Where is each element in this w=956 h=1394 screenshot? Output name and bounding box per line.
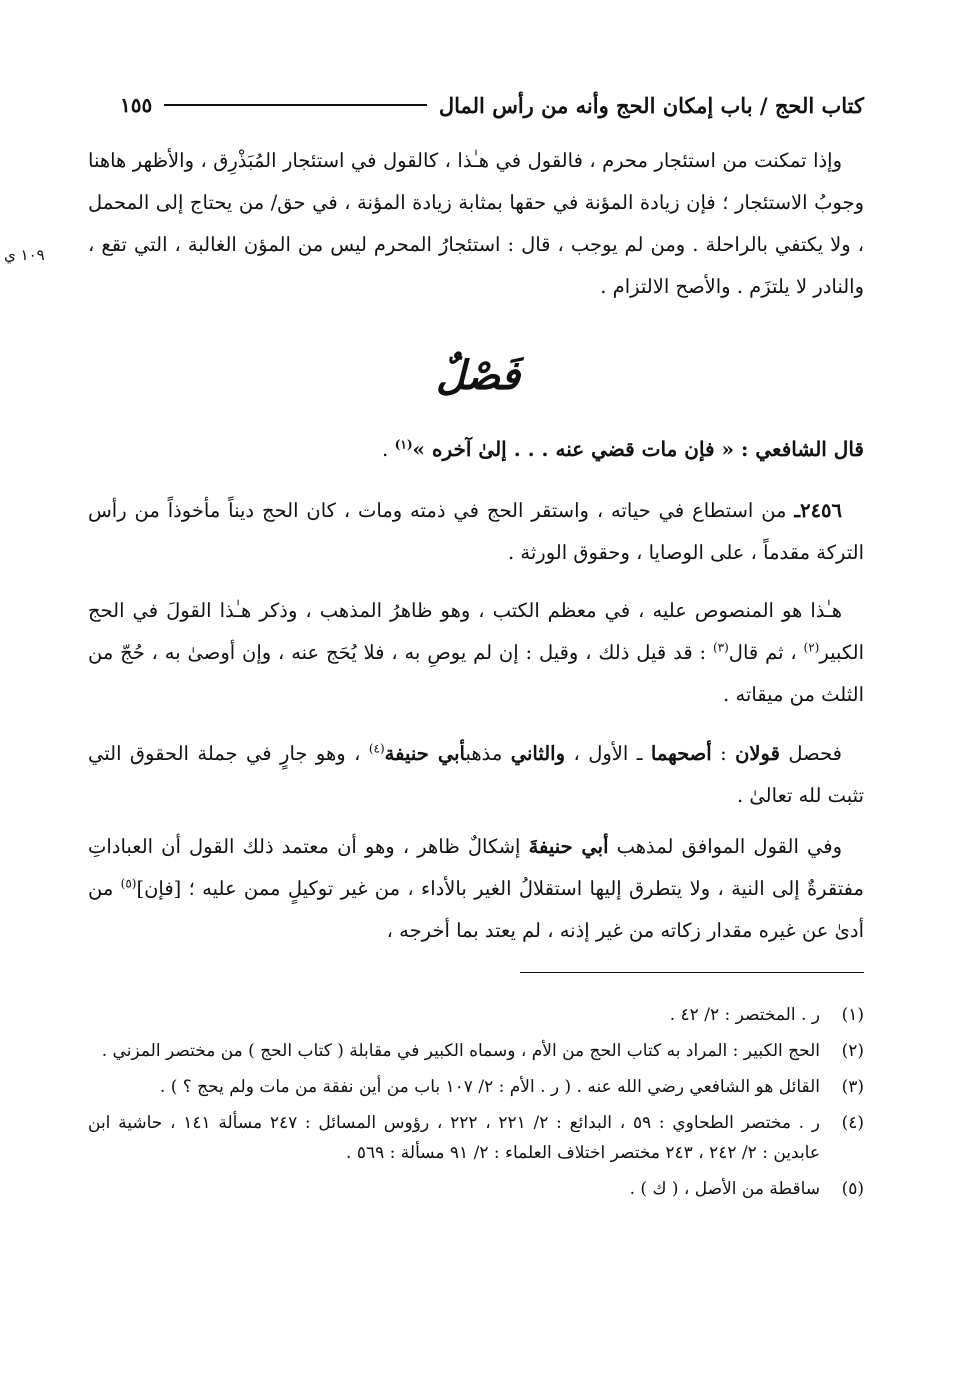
waffi-part3: من أدىٰ عن غيره مقدار زكاته من غير إذنه ، لم يعتد بما أخرجه ، xyxy=(88,877,864,942)
footnote-item xyxy=(88,1174,864,1204)
footnote-item xyxy=(88,1000,864,1030)
shafii-quote xyxy=(88,428,864,470)
paragraph-2456-body xyxy=(88,490,864,574)
quote-text: « فإن مات قضي عنه . . . إلىٰ آخره » xyxy=(412,437,735,461)
footnote-text: القائل هو الشافعي رضي الله عنه . ( ر . الأم : ٢/ ١٠٧ باب من أين نفقة من مات ولم يحج ؟ ) . xyxy=(159,1077,820,1097)
footnote-text: ساقطة من الأصل ، ( ك ) . xyxy=(629,1179,820,1199)
mansus-part3: : قد قيل ذلك ، وقيل : إن لم يوصِ به ، فلا يُحَج عنه ، وإن أوصىٰ به ، حُجّ من الثلث من ميقاته . xyxy=(88,641,864,706)
waffi-part1: وفي القول الموافق لمذهب xyxy=(608,835,842,858)
footnote-item xyxy=(88,1036,864,1066)
footnote-ref-5: (٥) xyxy=(120,876,137,891)
margin-folio-note: ١٠٩ ي xyxy=(4,246,45,264)
paragraph-2456-text: من استطاع في حياته ، واستقر الحج في ذمته ومات ، كان الحج ديناً مأخوذاً من رأس التركة مقدماً ، على الوصايا ، وحقوق الورثة . xyxy=(88,499,864,564)
footnote-text: ر . مختصر الطحاوي : ٥٩ ، البدائع : ٢/ ٢٢١ ، ٢٢٢ ، رؤوس المسائل : ٢٤٧ مسألة ١٤١ ، حاشية ابن عابدين : ٢/ ٢٤٢ ، ٢٤٣ مختصر اختلاف العلماء : ٢/ ٩١ مسألة : ٥٦٩ . xyxy=(88,1113,820,1163)
fahasal-lead: فحصل xyxy=(779,742,842,765)
mansus-part1: هـٰذا هو المنصوص عليه ، في معظم الكتب ، وهو ظاهرُ المذهب ، وذكر هـٰذا القولَ في الحج الكبير xyxy=(88,599,864,664)
section-title: فَصْلٌ xyxy=(435,352,521,399)
footnote-item xyxy=(88,1072,864,1102)
page-number: ١٥٥ xyxy=(120,93,153,117)
fahasal-qawlan: قولان xyxy=(735,742,780,765)
quote-speaker: قال الشافعي : xyxy=(741,437,864,461)
paragraph-mansus-body xyxy=(88,590,864,716)
footnote-ref-1: (١) xyxy=(394,437,413,452)
footnote-number: (٥) xyxy=(841,1179,864,1199)
fahasal-ahaduhuma: أصحهما xyxy=(650,742,712,765)
fahasal-abu-hanifa: أبي حنيفة xyxy=(384,742,466,765)
fahasal-p4: ، وهو جارٍ في جملة الحقوق التي تثبت لله تعالىٰ . xyxy=(88,742,864,807)
waffi-part2: إشكالٌ ظاهر ، وهو أن معتمد ذلك القول أن العباداتِ مفتقرةٌ إلى النية ، ولا يتطرق إليها استقلالُ الغير بالأداء ، من غير توكيلٍ ممن عليه ؛ [فإن] xyxy=(88,835,864,900)
fahasal-p3: مذهب xyxy=(465,742,511,765)
fahasal-p2: ـ الأول ، xyxy=(565,742,651,765)
intro-paragraph xyxy=(88,140,864,308)
footnote-text: الحج الكبير : المراد به كتاب الحج من الأم ، وسماه الكبير في مقابلة ( كتاب الحج ) من مختصر المزني . xyxy=(101,1041,820,1061)
footnote-number: (٣) xyxy=(841,1077,864,1097)
paragraph-2456 xyxy=(88,490,864,574)
fahasal-thani: والثاني xyxy=(510,742,566,765)
paragraph-number: ٢٤٥٦ـ xyxy=(794,499,842,522)
header-rule xyxy=(164,104,427,106)
footnote-number: (٢) xyxy=(841,1041,864,1061)
intro-paragraph-text: وإذا تمكنت من استئجار محرم ، فالقول في هـٰذا ، كالقول في استئجار المُبَذْرِق ، والأظهر هاهنا وجوبُ الاستئجار ؛ فإن زيادة المؤنة في حقها بمثابة زيادة المؤنة ، في حق/ من يحتاج إلى المحمل ، ولا يكتفي بالراحلة . ومن لم يوجب ، قال : استئجارُ المحرم ليس من المؤن الغالبة ، التي تقع ، والنادر لا يلتزَم . والأصح الالتزام . xyxy=(88,149,864,298)
footnotes xyxy=(88,1000,864,1210)
footnote-number: (٤) xyxy=(841,1113,864,1133)
footnote-ref-2: (٢) xyxy=(803,640,820,655)
fahasal-p1: : xyxy=(711,742,736,765)
paragraph-waffi-body xyxy=(88,826,864,952)
footnote-text: ر . المختصر : ٢/ ٤٢ . xyxy=(669,1005,820,1025)
paragraph-fahasal-body xyxy=(88,733,864,817)
footnote-number: (١) xyxy=(841,1005,864,1025)
paragraph-mansus xyxy=(88,590,864,716)
paragraph-fahasal xyxy=(88,733,864,817)
quote-end: . xyxy=(382,437,395,461)
footnote-ref-3: (٣) xyxy=(712,640,729,655)
header-title: كتاب الحج / باب إمكان الحج وأنه من رأس المال xyxy=(438,92,864,118)
footnote-ref-4: (٤) xyxy=(368,741,385,756)
running-header xyxy=(120,88,864,122)
footnote-item xyxy=(88,1108,864,1168)
mansus-part2: ، ثم قال xyxy=(728,641,804,664)
paragraph-waffi xyxy=(88,826,864,952)
footnote-separator xyxy=(520,972,864,973)
waffi-abu-hanifa: أبي حنيفةَ xyxy=(528,835,609,858)
